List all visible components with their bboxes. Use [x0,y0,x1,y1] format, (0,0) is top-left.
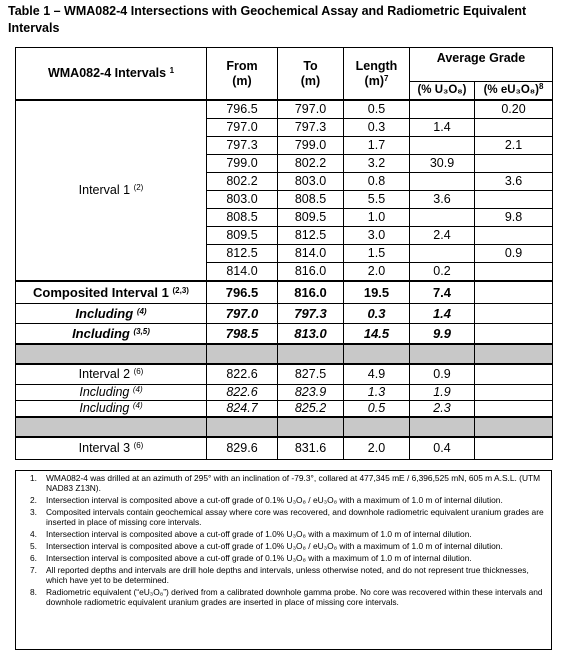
to-cell: 799.0 [278,137,344,155]
from-cell: 812.5 [207,245,278,263]
table-row [16,401,553,418]
interval-label [16,324,207,345]
length-cell: 1.5 [344,245,410,263]
footnote-number: 4. [30,529,37,539]
footnote-text: WMA082-4 was drilled at an azimuth of 295° with an inclination of -79.3°, collared at 477,345 mE / 6,396,525 mN, 605 m A.S.L. (UTM NAD83 Z13N). [46,473,541,493]
footnote [16,565,551,585]
interval-label-sup: (6) [133,367,144,376]
length-header: Length $(m)^7$ [344,48,410,101]
eu3o8-cell [475,155,553,173]
header-row [16,48,553,82]
u3o8-cell: 9.9 [410,324,475,345]
from-cell: 808.5 [207,209,278,227]
length-cell: 3.2 [344,155,410,173]
separator-cell [475,417,553,437]
to-cell: 812.5 [278,227,344,245]
from-cell: 822.6 [207,364,278,385]
length-cell: 14.5 [344,324,410,345]
from-cell: 796.5 [207,100,278,119]
intervals-header: WMA082-4 Intervals $^1$ [16,48,207,101]
footnote-text: All reported depths and intervals are drill hole depths and intervals, unless otherwise noted, and do not represent true thicknesses, which have yet to be determined. [46,565,529,585]
eu3o8-cell [475,304,553,324]
interval-label-text: Interval 1 [78,183,131,197]
separator-cell [410,344,475,364]
u3o8-cell [410,100,475,119]
footnote-number: 3. [30,507,37,517]
length-cell: 2.0 [344,437,410,460]
from-cell: 802.2 [207,173,278,191]
u3o8-cell: 1.4 [410,119,475,137]
u3o8-cell: 2.3 [410,401,475,418]
table-row [16,385,553,401]
footnote-number: 6. [30,553,37,563]
to-cell: 814.0 [278,245,344,263]
interval-label [16,385,207,401]
footnote-text: Intersection interval is composited above a cut-off grade of 1.0% U₃O₈ / eU₃O₈ with a maximum of 1.0 m of internal dilution. [46,541,503,551]
to-cell: 808.5 [278,191,344,209]
footnote [16,495,551,505]
length-cell: 4.9 [344,364,410,385]
footnotes [15,470,552,650]
average-grade-header: Average Grade [410,48,553,82]
from-cell: 799.0 [207,155,278,173]
separator-cell [16,344,207,364]
to-cell: 803.0 [278,173,344,191]
to-cell: 816.0 [278,281,344,304]
separator-cell [207,417,278,437]
separator-cell [278,417,344,437]
to-cell: 802.2 [278,155,344,173]
eu3o8-cell: 3.6 [475,173,553,191]
from-cell: 797.3 [207,137,278,155]
eu3o8-cell: 0.20 [475,100,553,119]
eu3o8-cell: 2.1 [475,137,553,155]
from-header: From (m) [207,48,278,101]
u3o8-cell [410,245,475,263]
interval-label-text: Including [79,385,130,399]
separator-cell [344,417,410,437]
eu3o8-cell [475,263,553,282]
interval-label [16,437,207,460]
to-cell: 823.9 [278,385,344,401]
intersections-table [15,47,553,460]
length-cell: 19.5 [344,281,410,304]
interval-label-text: Including [75,306,134,321]
from-cell: 803.0 [207,191,278,209]
to-cell: 797.3 [278,119,344,137]
to-cell: 816.0 [278,263,344,282]
length-cell: 5.5 [344,191,410,209]
footnote-number: 5. [30,541,37,551]
u3o8-cell [410,173,475,191]
table-row [16,364,553,385]
eu3o8-cell [475,385,553,401]
footnote [16,473,551,493]
footnote [16,553,551,563]
u3o8-header: (% U₃O₈) [410,82,475,101]
footnote-text: Intersection interval is composited above a cut-off grade of 0.1% U₃O₈ with a maximum of 1.0 m of internal dilution. [46,553,472,563]
u3o8-cell: 30.9 [410,155,475,173]
from-cell: 822.6 [207,385,278,401]
interval-label-sup: (2) [133,183,144,192]
separator-cell [475,344,553,364]
eu3o8-cell [475,364,553,385]
interval-label [16,304,207,324]
separator-cell [410,417,475,437]
table-row [16,281,553,304]
to-cell: 797.0 [278,100,344,119]
u3o8-cell: 1.9 [410,385,475,401]
interval-label [16,100,207,281]
eu3o8-cell [475,227,553,245]
length-cell: 1.0 [344,209,410,227]
to-cell: 831.6 [278,437,344,460]
interval-label-text: Interval 3 [78,441,131,455]
separator-cell [16,417,207,437]
length-cell: 0.3 [344,119,410,137]
eu3o8-cell [475,437,553,460]
eu3o8-header: (% eU₃O₈)$^8$ [475,82,553,101]
separator-cell [278,344,344,364]
from-cell: 796.5 [207,281,278,304]
interval-label [16,364,207,385]
from-cell: 798.5 [207,324,278,345]
length-cell: 0.3 [344,304,410,324]
interval-label-sup: (2,3) [172,286,189,295]
to-cell: 825.2 [278,401,344,418]
to-cell: 813.0 [278,324,344,345]
length-cell: 0.8 [344,173,410,191]
footnote-number: 8. [30,587,37,597]
interval-label-sup: (6) [133,441,144,450]
separator-row [16,344,553,364]
eu3o8-cell [475,191,553,209]
u3o8-cell: 0.9 [410,364,475,385]
u3o8-cell [410,209,475,227]
from-cell: 809.5 [207,227,278,245]
length-cell: 1.3 [344,385,410,401]
eu3o8-cell: 9.8 [475,209,553,227]
table-row [16,304,553,324]
length-cell: 2.0 [344,263,410,282]
from-cell: 797.0 [207,119,278,137]
footnote-number: 7. [30,565,37,575]
to-header: To (m) [278,48,344,101]
table-title: Table 1 – WMA082-4 Intersections with Geochemical Assay and Radiometric Equivalent Intervals [8,4,527,35]
to-cell: 827.5 [278,364,344,385]
length-cell: 3.0 [344,227,410,245]
interval-label-sup: (4) [132,401,143,410]
eu3o8-cell [475,119,553,137]
interval-label-text: Including [79,401,130,415]
footnote-number: 2. [30,495,37,505]
interval-label-text: Including [72,326,130,341]
interval-label-text: Interval 2 [78,367,131,381]
footnote [16,541,551,551]
interval-label-sup: (4) [136,307,147,316]
table-row [16,324,553,345]
from-cell: 824.7 [207,401,278,418]
eu3o8-cell [475,324,553,345]
u3o8-cell: 2.4 [410,227,475,245]
from-cell: 814.0 [207,263,278,282]
table-row [16,100,553,119]
u3o8-cell: 3.6 [410,191,475,209]
interval-label [16,401,207,418]
interval-label [16,281,207,304]
length-cell: 1.7 [344,137,410,155]
footnote [16,507,551,527]
length-cell: 0.5 [344,100,410,119]
from-cell: 797.0 [207,304,278,324]
separator-row [16,417,553,437]
u3o8-cell: 1.4 [410,304,475,324]
footnote-text: Intersection interval is composited above a cut-off grade of 0.1% U₃O₈ / eU₃O₈ with a maximum of 1.0 m of internal dilution. [46,495,503,505]
from-cell: 829.6 [207,437,278,460]
separator-cell [344,344,410,364]
footnote-text: Composited intervals contain geochemical assay where core was recovered, and downhole radiometric equivalent uranium grades are inserted in place of missing core intervals. [46,507,544,527]
eu3o8-cell: 0.9 [475,245,553,263]
separator-cell [207,344,278,364]
u3o8-cell: 0.4 [410,437,475,460]
table-row [16,437,553,460]
interval-label-sup: (4) [132,385,143,394]
interval-label-text: Composited Interval 1 [33,285,169,300]
u3o8-cell: 7.4 [410,281,475,304]
u3o8-cell: 0.2 [410,263,475,282]
u3o8-cell [410,137,475,155]
footnote [16,587,551,607]
length-cell: 0.5 [344,401,410,418]
footnote-text: Radiometric equivalent (“eU₃O₈”) derived from a calibrated downhole gamma probe. No core was recovered within these intervals and downhole radiometric equivalent uranium grades are inserted in place of missing core intervals. [46,587,543,607]
footnote-number: 1. [30,473,37,483]
interval-label-sup: (3,5) [133,327,150,336]
footnote [16,529,551,539]
eu3o8-cell [475,281,553,304]
to-cell: 809.5 [278,209,344,227]
to-cell: 797.3 [278,304,344,324]
footnote-text: Intersection interval is composited above a cut-off grade of 1.0% U₃O₈ with a maximum of 1.0 m of internal dilution. [46,529,472,539]
eu3o8-cell [475,401,553,418]
